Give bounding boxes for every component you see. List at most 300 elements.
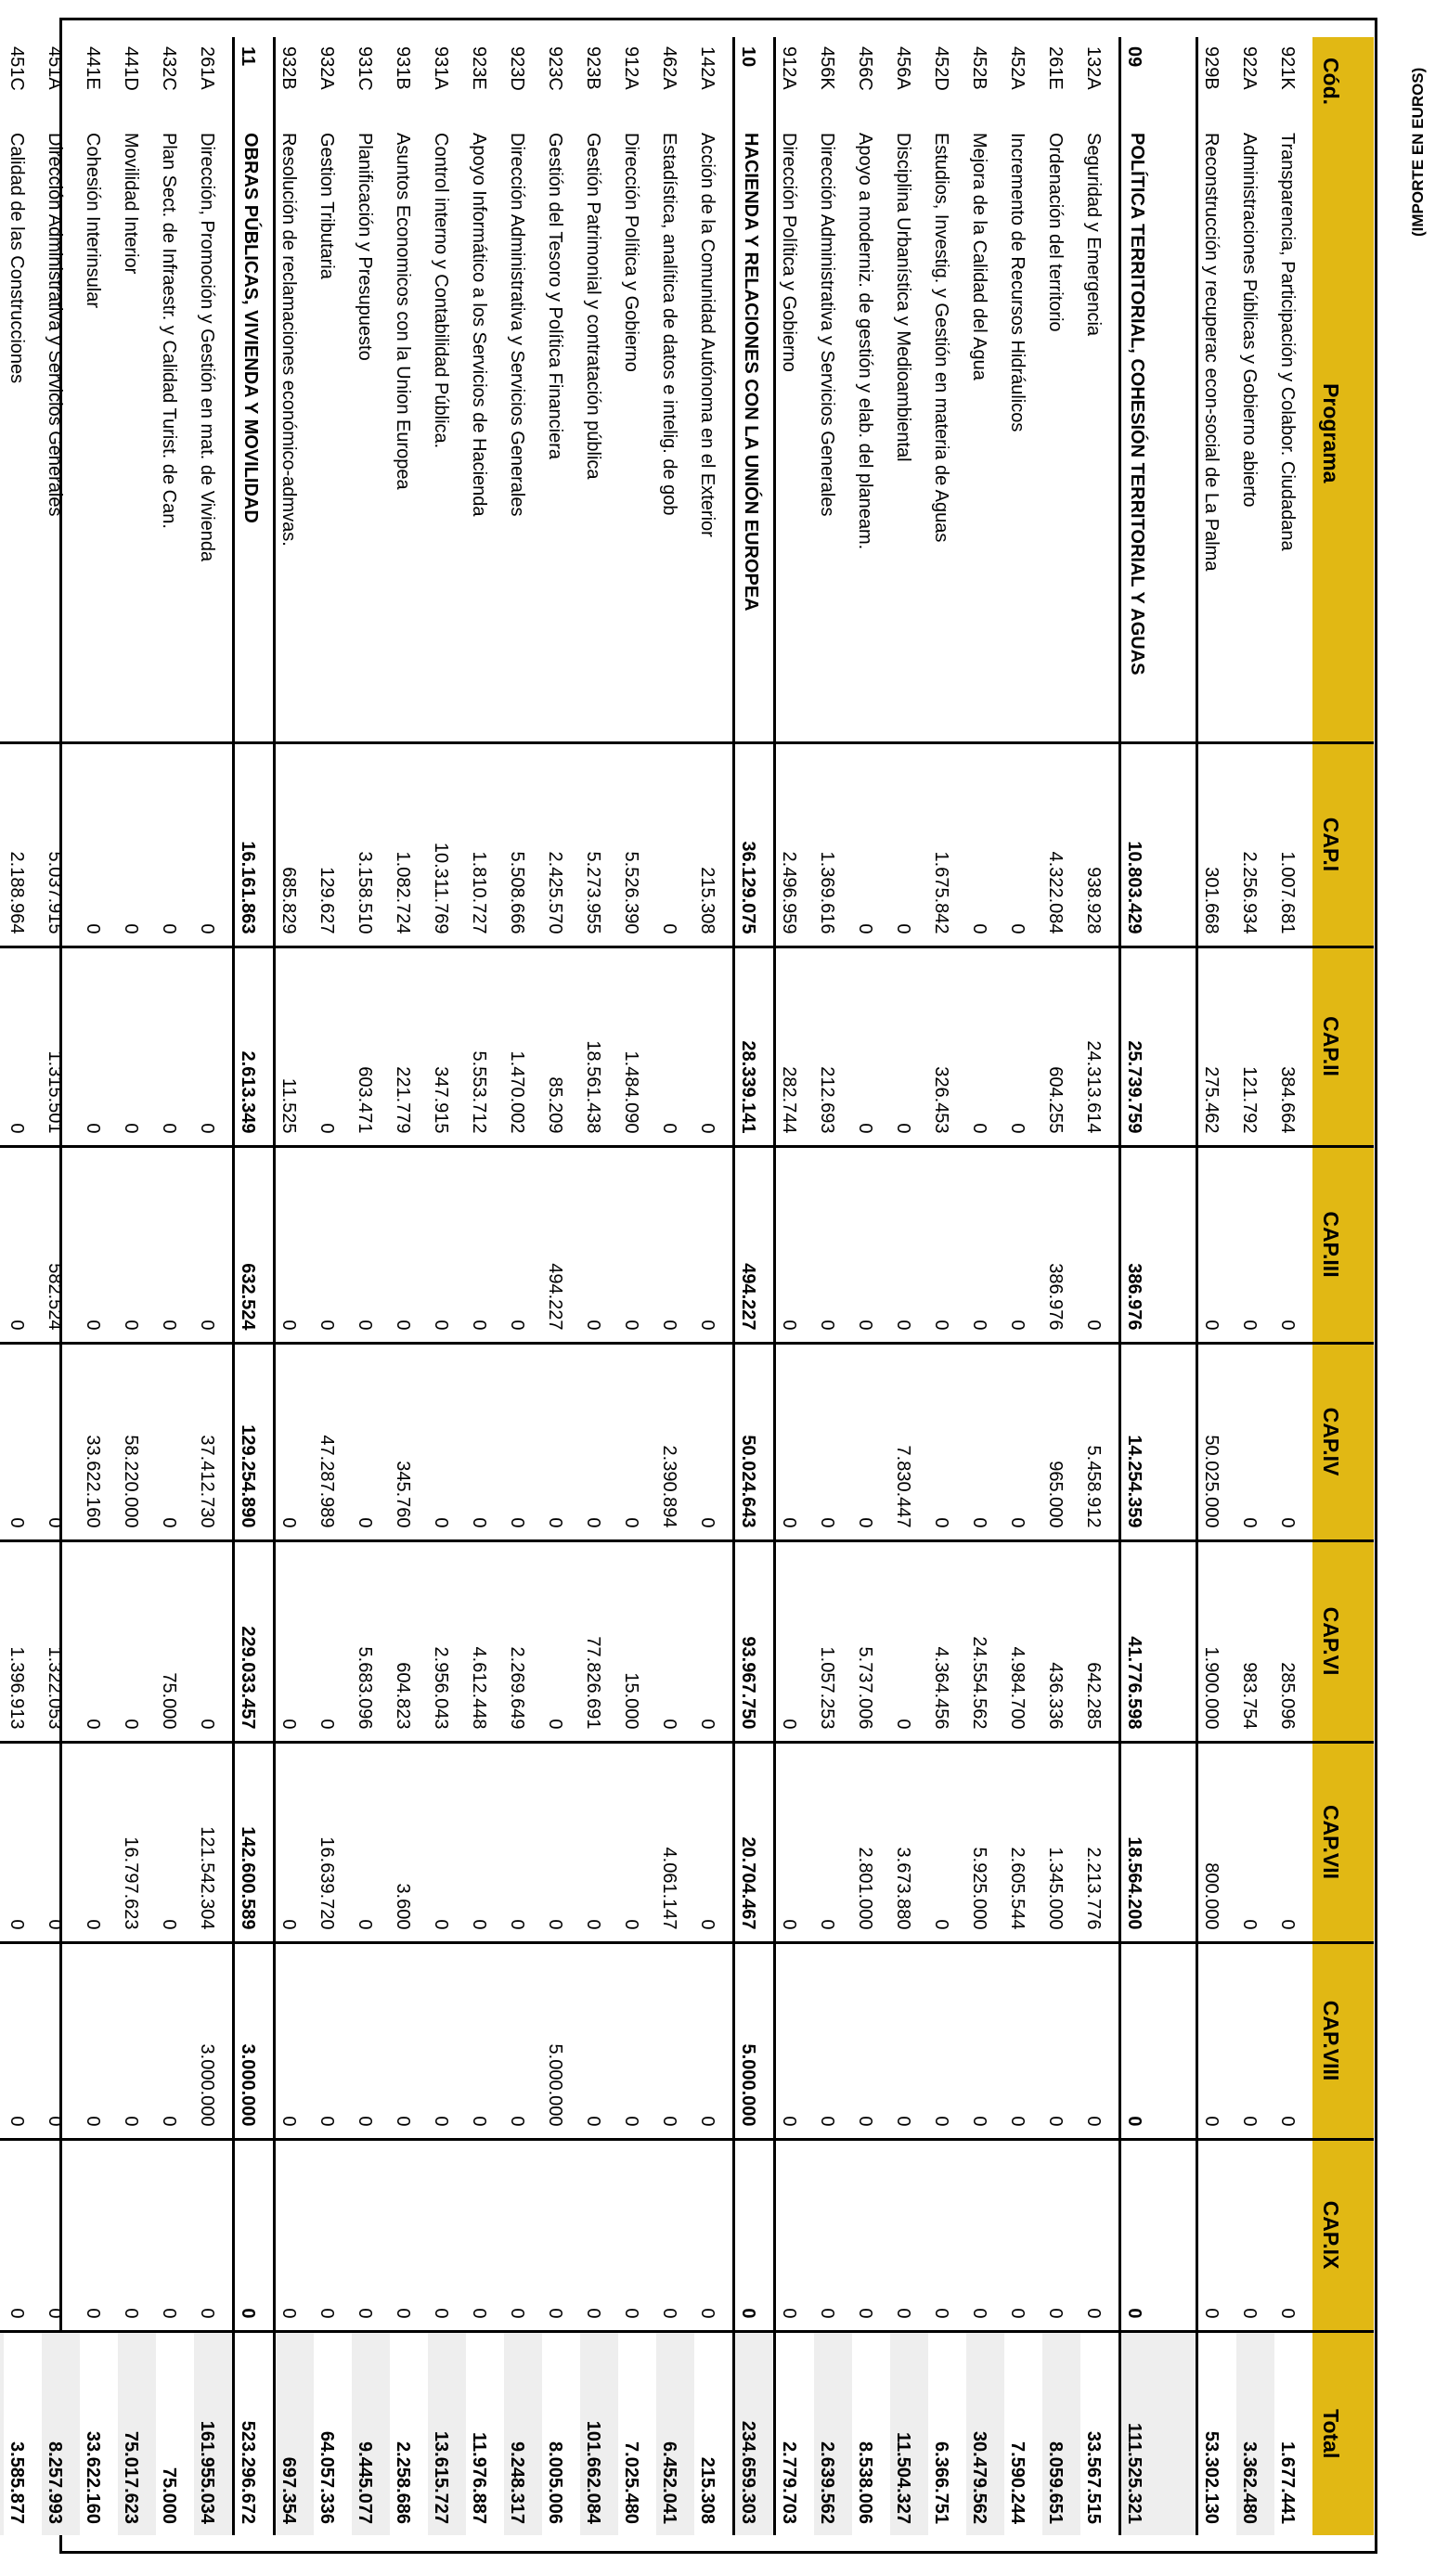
row-programa: Asuntos Economicos con la Union Europea xyxy=(390,125,428,742)
row-code: 923E xyxy=(469,46,489,90)
row-total: 2.639.562 xyxy=(814,2331,852,2535)
row-cap-vi: 0 xyxy=(275,1540,315,1742)
row-cap-viii: 0 xyxy=(1042,1942,1080,2139)
header-programa: Programa xyxy=(1312,125,1374,742)
row-cap-ii: 1.484.090 xyxy=(618,947,656,1146)
row-cap-ix: 0 xyxy=(734,2139,775,2331)
row-cap-i: 5.526.390 xyxy=(618,742,656,947)
table-row xyxy=(656,37,694,2535)
row-code: 452B xyxy=(969,46,989,90)
row-cap-vi: 41.776.598 xyxy=(1120,1540,1197,1742)
row-cap-iii: 0 xyxy=(580,1146,618,1343)
row-code: 10 xyxy=(734,37,775,125)
row-programa: Dirección, Promoción y Gestión en mat. de Vivienda xyxy=(194,125,234,742)
row-total: 30.479.562 xyxy=(966,2331,1004,2535)
row-cap-ix: 0 xyxy=(580,2139,618,2331)
row-cap-ix: 0 xyxy=(275,2139,315,2331)
row-cap-vii: 4.061.147 xyxy=(656,1742,694,1942)
row-cap-vii: 1.345.000 xyxy=(1042,1742,1080,1942)
row-code: 142A xyxy=(694,37,734,125)
row-cap-ix: 0 xyxy=(656,2139,694,2331)
table-row xyxy=(466,37,504,2535)
row-cap-vi: 15.000 xyxy=(618,1540,656,1742)
table-row xyxy=(390,37,428,2535)
row-cap-ix: 0 xyxy=(1197,2139,1237,2331)
table-row xyxy=(890,37,928,2535)
row-cap-ii: 0 xyxy=(890,947,928,1146)
row-programa: Reconstrucción y recuperac econ-social de La Palma xyxy=(1197,125,1237,742)
row-total: 75.000 xyxy=(159,2467,179,2524)
row-cap-viii: 0 xyxy=(928,1942,966,2139)
row-cap-vi: 2.269.649 xyxy=(504,1540,542,1742)
row-cap-vii: 0 xyxy=(4,1742,42,1942)
row-cap-vii: 0 xyxy=(504,1742,542,1942)
row-cap-vii: 3.673.880 xyxy=(890,1742,928,1942)
row-cap-ix: 0 xyxy=(80,2139,118,2331)
row-total: 6.366.751 xyxy=(931,2441,951,2524)
row-cap-vii: 0 xyxy=(352,1742,390,1942)
row-cap-ix xyxy=(0,2139,4,2331)
row-cap-viii: 0 xyxy=(1120,1942,1197,2139)
row-code: 923D xyxy=(507,46,527,91)
row-total: 1.677.441 xyxy=(1277,2441,1298,2524)
row-total: 697.354 xyxy=(275,2331,315,2535)
row-cap-i: 301.668 xyxy=(1197,742,1237,947)
table-body xyxy=(0,37,1312,2535)
row-cap-viii: 0 xyxy=(890,1942,928,2139)
row-code: 462A xyxy=(659,46,679,90)
row-cap-i: 129.627 xyxy=(314,742,352,947)
row-total: 8.005.006 xyxy=(545,2441,565,2524)
row-programa: Dirección Administrativa y Servicios Generales xyxy=(504,125,542,742)
row-code: 456C xyxy=(855,46,875,91)
row-cap-iv: 0 xyxy=(814,1343,852,1540)
row-total: 2.779.703 xyxy=(779,2441,799,2524)
table-row xyxy=(1274,37,1312,2535)
row-programa: Transparencia, Participación y Colabor. Ciudadana xyxy=(1274,125,1312,742)
header-total: Total xyxy=(1312,2331,1374,2535)
row-cap-vii: 0 xyxy=(428,1742,466,1942)
row-code: 11 xyxy=(234,37,275,125)
row-cap-vi: 5.683.096 xyxy=(352,1540,390,1742)
row-cap-iii: 0 xyxy=(390,1146,428,1343)
row-cap-iv: 0 xyxy=(542,1343,580,1540)
row-cap-i: 1.810.727 xyxy=(466,742,504,947)
row-cap-ii: 85.209 xyxy=(542,947,580,1146)
row-cap-ix: 0 xyxy=(1236,2139,1274,2331)
row-cap-viii: 0 xyxy=(390,1942,428,2139)
row-programa: Gestión del Tesoro y Política Financiera xyxy=(542,125,580,742)
row-code: 132A xyxy=(1080,37,1120,125)
row-cap-iii: 0 xyxy=(814,1146,852,1343)
row-cap-iii: 0 xyxy=(275,1146,315,1343)
row-cap-i: 1.675.842 xyxy=(928,742,966,947)
row-total: 64.057.336 xyxy=(317,2430,337,2524)
row-cap-ix: 0 xyxy=(542,2139,580,2331)
row-cap-viii: 0 xyxy=(504,1942,542,2139)
header-cap-iv: CAP.IV xyxy=(1312,1343,1374,1540)
row-cap-vii: 0 xyxy=(275,1742,315,1942)
row-cap-iii: 0 xyxy=(80,1146,118,1343)
rotated-table-container xyxy=(6,37,1374,2535)
row-cap-ii: 1.315.501 xyxy=(42,947,80,1146)
row-programa: Resolución de reclamaciones económico-admvas. xyxy=(275,125,315,742)
row-programa xyxy=(0,125,4,742)
row-cap-iii: 386.976 xyxy=(1042,1146,1080,1343)
row-code: 932A xyxy=(317,46,337,90)
row-code: 912A xyxy=(779,46,799,90)
row-programa: Estudios, Investig. y Gestión en materia de Aguas xyxy=(928,125,966,742)
row-cap-iv: 129.254.890 xyxy=(234,1343,275,1540)
table-row xyxy=(775,37,815,2535)
row-cap-viii: 0 xyxy=(580,1942,618,2139)
row-code xyxy=(0,37,4,125)
row-cap-vii: 2.605.544 xyxy=(1004,1742,1042,1942)
row-cap-ii: 0 xyxy=(156,947,194,1146)
row-code: 912A xyxy=(621,46,641,90)
row-cap-i: 0 xyxy=(118,742,156,947)
row-programa: Mejora de la Calidad del Agua xyxy=(966,125,1004,742)
row-cap-ii: 0 xyxy=(1004,947,1042,1146)
row-cap-iii: 0 xyxy=(504,1146,542,1343)
row-cap-iv: 0 xyxy=(504,1343,542,1540)
row-programa: Cohesión Interinsular xyxy=(80,125,118,742)
row-cap-ix: 0 xyxy=(4,2139,42,2331)
row-total: 3.362.480 xyxy=(1236,2331,1274,2535)
row-cap-vii: 142.600.589 xyxy=(234,1742,275,1942)
row-code: 452A xyxy=(1007,46,1028,90)
header-cap-viii: CAP.VIII xyxy=(1312,1942,1374,2139)
row-cap-iv: 58.220.000 xyxy=(118,1343,156,1540)
row-cap-viii: 0 xyxy=(1080,1942,1120,2139)
row-cap-iv: 0 xyxy=(928,1343,966,1540)
row-cap-viii: 0 xyxy=(1236,1942,1274,2139)
row-cap-iv: 0 xyxy=(1236,1343,1274,1540)
table-row xyxy=(852,37,890,2535)
row-cap-viii: 0 xyxy=(80,1942,118,2139)
row-cap-iii: 0 xyxy=(966,1146,1004,1343)
table-group-row xyxy=(234,37,275,2535)
row-cap-vi: 93.967.750 xyxy=(734,1540,775,1742)
row-cap-vii: 5.925.000 xyxy=(966,1742,1004,1942)
row-programa: OBRAS PÚBLICAS, VIVIENDA Y MOVILIDAD xyxy=(234,125,275,742)
row-cap-vii: 0 xyxy=(42,1742,80,1942)
row-cap-i: 215.308 xyxy=(694,742,734,947)
row-cap-vii: 16.639.720 xyxy=(314,1742,352,1942)
row-cap-ix: 0 xyxy=(1120,2139,1197,2331)
row-cap-iii: 0 xyxy=(928,1146,966,1343)
row-cap-iv: 2.390.894 xyxy=(656,1343,694,1540)
row-cap-i: 2.425.570 xyxy=(542,742,580,947)
row-cap-vi: 436.336 xyxy=(1042,1540,1080,1742)
row-cap-ix: 0 xyxy=(390,2139,428,2331)
table-row xyxy=(694,37,734,2535)
unit-note-text: (IMPORTE EN EUROS) xyxy=(1409,67,1427,237)
row-cap-ix: 0 xyxy=(1274,2139,1312,2331)
row-cap-ii: 604.255 xyxy=(1042,947,1080,1146)
row-programa: Administraciones Públicas y Gobierno abierto xyxy=(1236,125,1274,742)
row-total: 7.590.244 xyxy=(1007,2441,1028,2524)
row-cap-iii: 0 xyxy=(1080,1146,1120,1343)
row-programa: Acción de la Comunidad Autónoma en el Exterior xyxy=(694,125,734,742)
row-cap-iii: 0 xyxy=(852,1146,890,1343)
row-code: 921K xyxy=(1277,46,1298,90)
row-programa: Dirección Administrativa y Servicios Generales xyxy=(814,125,852,742)
row-cap-iii: 0 xyxy=(466,1146,504,1343)
row-cap-viii: 0 xyxy=(1197,1942,1237,2139)
row-cap-viii: 0 xyxy=(466,1942,504,2139)
row-cap-viii: 0 xyxy=(814,1942,852,2139)
row-code: 922A xyxy=(1239,46,1260,90)
table-row xyxy=(1236,37,1274,2535)
row-cap-i: 0 xyxy=(1004,742,1042,947)
row-cap-iv: 14.254.359 xyxy=(1120,1343,1197,1540)
row-code: 09 xyxy=(1120,37,1197,125)
row-cap-iv: 0 xyxy=(1274,1343,1312,1540)
row-cap-iii: 0 xyxy=(775,1146,815,1343)
row-cap-viii: 0 xyxy=(656,1942,694,2139)
row-cap-iv: 7.830.447 xyxy=(890,1343,928,1540)
row-cap-iv: 0 xyxy=(275,1343,315,1540)
row-cap-vi: 0 xyxy=(656,1540,694,1742)
row-cap-viii: 0 xyxy=(4,1942,42,2139)
row-cap-iii: 0 xyxy=(890,1146,928,1343)
row-cap-viii: 0 xyxy=(275,1942,315,2139)
row-code: 929B xyxy=(1201,46,1222,90)
row-programa: Control interno y Contabilidad Pública. xyxy=(428,125,466,742)
row-total: 13.615.727 xyxy=(428,2331,466,2535)
row-cap-vi: 229.033.457 xyxy=(234,1540,275,1742)
unit-note xyxy=(1400,0,1435,278)
row-cap-viii: 0 xyxy=(966,1942,1004,2139)
row-total xyxy=(0,2331,4,2535)
row-cap-ii: 0 xyxy=(656,947,694,1146)
row-cap-viii: 3.000.000 xyxy=(194,1942,234,2139)
row-cap-ii: 326.453 xyxy=(928,947,966,1146)
row-cap-i: 36.129.075 xyxy=(734,742,775,947)
row-cap-viii: 0 xyxy=(42,1942,80,2139)
row-cap-viii: 0 xyxy=(352,1942,390,2139)
table-row xyxy=(275,37,315,2535)
row-programa: Planificación y Presupuesto xyxy=(352,125,390,742)
row-cap-ix: 0 xyxy=(504,2139,542,2331)
row-cap-iii: 0 xyxy=(656,1146,694,1343)
row-cap-vii: 0 xyxy=(80,1742,118,1942)
table-row xyxy=(1042,37,1080,2535)
row-cap-iv: 0 xyxy=(156,1343,194,1540)
row-cap-ii: 347.915 xyxy=(428,947,466,1146)
row-cap-vi: 0 xyxy=(80,1540,118,1742)
row-total: 9.445.077 xyxy=(352,2331,390,2535)
row-cap-ii: 0 xyxy=(4,947,42,1146)
row-code: 456A xyxy=(893,46,913,90)
row-cap-vi: 2.956.043 xyxy=(428,1540,466,1742)
row-cap-viii: 0 xyxy=(1004,1942,1042,2139)
row-cap-vi: 0 xyxy=(775,1540,815,1742)
row-cap-iv: 50.025.000 xyxy=(1197,1343,1237,1540)
row-cap-iv: 0 xyxy=(428,1343,466,1540)
row-cap-vii: 0 xyxy=(694,1742,734,1942)
row-cap-ii xyxy=(0,947,4,1146)
row-programa: POLÍTICA TERRITORIAL, COHESIÓN TERRITORIAL Y AGUAS xyxy=(1120,125,1197,742)
row-cap-iii: 494.227 xyxy=(734,1146,775,1343)
row-cap-iv: 0 xyxy=(580,1343,618,1540)
row-cap-iv: 0 xyxy=(966,1343,1004,1540)
row-cap-ix: 0 xyxy=(428,2139,466,2331)
row-cap-iv: 0 xyxy=(466,1343,504,1540)
row-cap-i xyxy=(0,742,4,947)
row-cap-iv: 0 xyxy=(4,1343,42,1540)
row-cap-vi: 983.754 xyxy=(1236,1540,1274,1742)
row-cap-ii: 0 xyxy=(314,947,352,1146)
row-total: 7.025.480 xyxy=(621,2441,641,2524)
row-cap-ii: 384.664 xyxy=(1274,947,1312,1146)
row-cap-viii: 0 xyxy=(156,1942,194,2139)
row-cap-ix: 0 xyxy=(1080,2139,1120,2331)
row-cap-ix: 0 xyxy=(618,2139,656,2331)
row-cap-vi: 5.737.006 xyxy=(852,1540,890,1742)
row-cap-i: 2.188.964 xyxy=(4,742,42,947)
row-cap-viii: 0 xyxy=(118,1942,156,2139)
row-cap-vi xyxy=(0,1540,4,1742)
row-total: 8.257.993 xyxy=(42,2331,80,2535)
row-cap-i: 0 xyxy=(966,742,1004,947)
row-cap-viii xyxy=(0,1942,4,2139)
table-group-row xyxy=(734,37,775,2535)
row-cap-iv: 37.412.730 xyxy=(194,1343,234,1540)
row-cap-iv: 0 xyxy=(42,1343,80,1540)
row-cap-ix: 0 xyxy=(1042,2139,1080,2331)
row-cap-ix: 0 xyxy=(694,2139,734,2331)
row-cap-i: 1.007.681 xyxy=(1274,742,1312,947)
row-cap-i: 4.322.084 xyxy=(1042,742,1080,947)
row-cap-ix: 0 xyxy=(118,2139,156,2331)
row-total: 101.662.084 xyxy=(580,2331,618,2535)
row-cap-ix: 0 xyxy=(890,2139,928,2331)
row-cap-viii: 0 xyxy=(852,1942,890,2139)
row-cap-ii: 11.525 xyxy=(275,947,315,1146)
row-total: 3.585.877 xyxy=(6,2441,27,2524)
row-cap-viii: 0 xyxy=(775,1942,815,2139)
row-cap-iii: 0 xyxy=(352,1146,390,1343)
row-cap-vi: 1.900.000 xyxy=(1197,1540,1237,1742)
header-cod: Cód. xyxy=(1312,37,1374,125)
row-code: 261A xyxy=(194,37,234,125)
row-total: 523.296.672 xyxy=(234,2331,275,2535)
row-total: 33.622.160 xyxy=(83,2430,103,2524)
row-programa: Gestion Tributaria xyxy=(314,125,352,742)
row-cap-vi: 1.057.253 xyxy=(814,1540,852,1742)
row-cap-iv xyxy=(0,1343,4,1540)
row-cap-i: 0 xyxy=(156,742,194,947)
row-programa: Gestión Patrimonial y contratación pública xyxy=(580,125,618,742)
row-cap-vii xyxy=(0,1742,4,1942)
row-cap-vi: 0 xyxy=(694,1540,734,1742)
row-cap-iii: 0 xyxy=(1004,1146,1042,1343)
row-code: 932B xyxy=(278,46,299,90)
row-cap-ix: 0 xyxy=(156,2139,194,2331)
row-cap-iv: 47.287.989 xyxy=(314,1343,352,1540)
row-programa: Movilidad Interior xyxy=(118,125,156,742)
row-total: 161.955.034 xyxy=(194,2331,234,2535)
row-cap-iv: 0 xyxy=(352,1343,390,1540)
table-row xyxy=(0,37,4,2535)
row-cap-iv: 345.760 xyxy=(390,1343,428,1540)
row-programa: Estadística, analítica de datos e intelig. de gob xyxy=(656,125,694,742)
row-code: 451C xyxy=(6,46,27,91)
header-cap-ix: CAP.IX xyxy=(1312,2139,1374,2331)
row-cap-vii: 0 xyxy=(542,1742,580,1942)
row-cap-ii: 24.313.614 xyxy=(1080,947,1120,1146)
row-cap-iii: 0 xyxy=(118,1146,156,1343)
row-cap-iv: 5.458.912 xyxy=(1080,1343,1120,1540)
row-programa: Ordenación del territorio xyxy=(1042,125,1080,742)
row-total: 53.302.130 xyxy=(1201,2430,1222,2524)
table-row xyxy=(80,37,118,2535)
row-total: 11.504.327 xyxy=(890,2331,928,2535)
row-cap-viii: 0 xyxy=(1274,1942,1312,2139)
row-cap-vii: 121.542.304 xyxy=(194,1742,234,1942)
row-cap-vii: 0 xyxy=(814,1742,852,1942)
row-cap-ii: 0 xyxy=(694,947,734,1146)
row-cap-vii: 2.801.000 xyxy=(852,1742,890,1942)
row-code: 923C xyxy=(545,46,565,91)
row-code: 452D xyxy=(931,46,951,91)
row-cap-iii: 632.524 xyxy=(234,1146,275,1343)
row-cap-i: 10.311.769 xyxy=(428,742,466,947)
row-cap-viii: 5.000.000 xyxy=(734,1942,775,2139)
row-cap-ix: 0 xyxy=(42,2139,80,2331)
row-cap-i: 16.161.863 xyxy=(234,742,275,947)
row-cap-ii: 0 xyxy=(118,947,156,1146)
row-cap-vi: 4.364.456 xyxy=(928,1540,966,1742)
row-cap-ix: 0 xyxy=(234,2139,275,2331)
row-cap-ii: 212.693 xyxy=(814,947,852,1146)
row-cap-vi: 604.823 xyxy=(390,1540,428,1742)
table-row xyxy=(504,37,542,2535)
table-row xyxy=(314,37,352,2535)
row-cap-iv: 33.622.160 xyxy=(80,1343,118,1540)
row-cap-vi: 0 xyxy=(118,1540,156,1742)
row-cap-viii: 0 xyxy=(314,1942,352,2139)
row-programa: Dirección Política y Gobierno xyxy=(775,125,815,742)
row-cap-i: 0 xyxy=(80,742,118,947)
row-cap-iii: 0 xyxy=(1274,1146,1312,1343)
row-code: 432C xyxy=(159,46,179,91)
row-cap-vii: 0 xyxy=(775,1742,815,1942)
row-cap-vii: 800.000 xyxy=(1197,1742,1237,1942)
row-cap-ix: 0 xyxy=(928,2139,966,2331)
row-cap-vi: 1.322.053 xyxy=(42,1540,80,1742)
row-programa: Disciplina Urbanística y Medioambiental xyxy=(890,125,928,742)
table-row xyxy=(194,37,234,2535)
row-cap-ii: 2.613.349 xyxy=(234,947,275,1146)
row-cap-i: 2.496.959 xyxy=(775,742,815,947)
row-total: 9.248.317 xyxy=(504,2331,542,2535)
row-cap-vii: 16.797.623 xyxy=(118,1742,156,1942)
row-cap-vii: 20.704.467 xyxy=(734,1742,775,1942)
row-cap-vi: 4.984.700 xyxy=(1004,1540,1042,1742)
table-row xyxy=(966,37,1004,2535)
row-cap-ii: 18.561.438 xyxy=(580,947,618,1146)
row-cap-viii: 0 xyxy=(694,1942,734,2139)
row-cap-iii: 0 xyxy=(428,1146,466,1343)
row-cap-ix: 0 xyxy=(814,2139,852,2331)
row-code: 456K xyxy=(817,46,837,90)
row-cap-ix: 0 xyxy=(1004,2139,1042,2331)
table-row xyxy=(1080,37,1120,2535)
table-row xyxy=(580,37,618,2535)
